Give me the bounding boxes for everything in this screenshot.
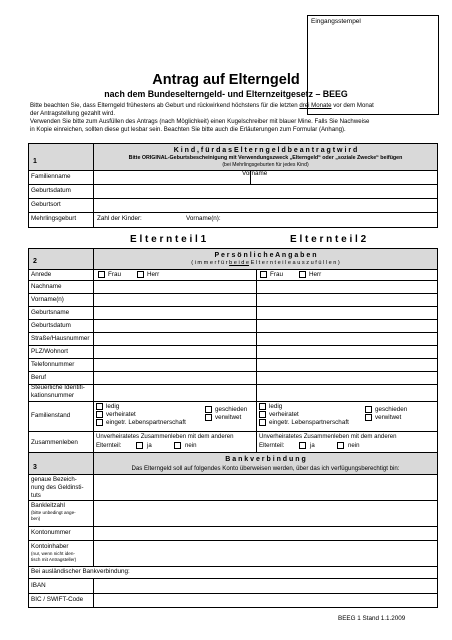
kontonummer-field[interactable]	[94, 527, 437, 540]
label-bank-2: nung des Geldinsti-	[31, 484, 84, 491]
label-geburtsort: Geburtsort	[31, 201, 61, 208]
label-bic: BIC / SWIFT-Code	[31, 596, 84, 603]
label-inhaber-3: tisch mit Antragsteller)	[31, 557, 77, 562]
section2-subheading: ( i m m e r f ü r b e i d e E l t e r n t e i l e a u s z u f ü l l e n )	[191, 260, 340, 266]
checkbox-lebenspartner-p2[interactable]	[259, 419, 266, 426]
section2-divider	[28, 371, 438, 372]
label-kontonummer: Kontonummer	[31, 529, 71, 536]
label-frau-p2: Frau	[270, 271, 283, 278]
section2-divider	[28, 358, 438, 359]
zusammenleben-elternteil-p1: Elternteil:	[96, 442, 122, 449]
section2-heading: P e r s ö n l i c h e A n g a b e n	[214, 252, 317, 259]
section2-divider	[28, 306, 438, 307]
checkbox-ledig-p1[interactable]	[96, 403, 103, 410]
section2-label-divider	[93, 269, 94, 452]
section2-parent-divider	[256, 269, 257, 452]
checkbox-herr-p2[interactable]	[299, 271, 306, 278]
checkbox-lebenspartner-p1[interactable]	[96, 419, 103, 426]
label-beruf: Beruf	[31, 374, 47, 381]
label-zahl-kinder: Zahl der Kinder:	[97, 215, 142, 222]
label-ausland: Bei ausländischer Bankverbindung:	[31, 568, 130, 575]
checkbox-verwitwet-p2[interactable]	[365, 414, 372, 421]
vorname-field[interactable]	[251, 178, 437, 184]
checkbox-verheiratet-p2[interactable]	[259, 411, 266, 418]
checkbox-nein-p2[interactable]	[337, 442, 344, 449]
label-geschieden-p2: geschieden	[375, 406, 408, 413]
label-nein-p2: nein	[348, 442, 360, 449]
label-bank-3: tuts	[31, 492, 41, 499]
label-blz-2: (bitte unbedingt ange-	[31, 510, 76, 515]
iban-field[interactable]	[94, 579, 437, 593]
kontoinhaber-field[interactable]	[94, 541, 437, 566]
label-steuer-id-2: kationsnummer	[31, 392, 75, 399]
section3-heading: B a n k v e r b i n d u n g	[225, 456, 306, 463]
label-geburtsdatum-p: Geburtsdatum	[31, 322, 71, 329]
page-title: Antrag auf Elterngeld	[152, 72, 300, 88]
label-strasse: Straße/Hausnummer	[31, 335, 90, 342]
label-ledig-p2: ledig	[269, 403, 283, 410]
label-verwitwet-p2: verwitwet	[375, 414, 402, 421]
zusammenleben-text-p1: Unverheiratetes Zusammenleben mit dem anderen	[96, 433, 234, 440]
label-lebenspartner-p1: eingetr. Lebenspartnerschaft	[106, 419, 186, 426]
checkbox-geschieden-p2[interactable]	[365, 406, 372, 413]
label-vorname: Vorname	[242, 170, 268, 177]
label-nachname: Nachname	[31, 283, 62, 290]
intro-line-3: Verwenden Sie bitte zum Ausfüllen des Antrags (nach Möglichkeit) einen Kugelschreiber mit blauer Mine. Falls Sie Nachweise	[30, 118, 370, 125]
intro-line-1: Bitte beachten Sie, dass Elterngeld frühestens ab Geburt und rückwirkend höchstens für die letzten drei Monate vor dem Monat	[30, 102, 374, 109]
section1-heading: K i n d , f ü r d a s E l t e r n g e l d b e a n t r a g t w i r d	[173, 147, 358, 154]
bic-field[interactable]	[94, 594, 437, 607]
label-ledig-p1: ledig	[106, 403, 120, 410]
section1-subheading: Bitte ORIGINAL-Geburtsbescheinigung mit Verwendungszweck „Elterngeld“ oder „soziale Zwecke“ beifügen	[128, 155, 403, 161]
section2-divider	[28, 345, 438, 346]
label-steuer-id-1: Steuerliche Identifi-	[31, 384, 85, 391]
label-herr-p2: Herr	[309, 271, 322, 278]
label-blz-1: Bankleitzahl	[31, 502, 65, 509]
label-inhaber-2: (nur, wenn nicht iden-	[31, 551, 75, 556]
label-plz-wohnort: PLZ/Wohnort	[31, 348, 68, 355]
section2-divider	[28, 319, 438, 320]
label-vornamen: Vorname(n):	[186, 215, 221, 222]
label-familienname: Familienname	[31, 173, 71, 180]
label-ja-p2: ja	[310, 442, 315, 449]
section2-divider	[28, 401, 438, 402]
label-vornamen-p: Vorname(n)	[31, 296, 64, 303]
section1-number: 1	[33, 158, 37, 165]
checkbox-ledig-p2[interactable]	[259, 403, 266, 410]
checkbox-ja-p1[interactable]	[136, 442, 143, 449]
checkbox-ja-p2[interactable]	[299, 442, 306, 449]
bank-name-field[interactable]	[94, 475, 437, 500]
page-subtitle: nach dem Bundeselterngeld- und Elternzeitgesetz – BEEG	[104, 89, 348, 99]
footer-version: BEEG 1 Stand 1.1.2009	[338, 615, 406, 622]
label-zusammenleben: Zusammenleben	[31, 439, 78, 446]
familienname-field[interactable]	[94, 171, 249, 184]
checkbox-herr-p1[interactable]	[137, 271, 144, 278]
section3-divider	[28, 566, 438, 567]
label-iban: IBAN	[31, 582, 46, 589]
label-mehrlingsgeburt: Mehrlingsgeburt	[31, 215, 77, 222]
checkbox-verwitwet-p1[interactable]	[205, 414, 212, 421]
section1-subheading-2: (bei Mehrlingsgeburten für jedes Kind)	[222, 162, 309, 168]
zusammenleben-text-p2: Unverheiratetes Zusammenleben mit dem anderen	[259, 433, 397, 440]
section2-divider	[28, 293, 438, 294]
label-ja-p1: ja	[147, 442, 152, 449]
label-verwitwet-p1: verwitwet	[215, 414, 242, 421]
label-familienstand: Familienstand	[31, 412, 71, 419]
section2-box	[28, 248, 438, 453]
label-inhaber-1: Kontoinhaber	[31, 543, 69, 550]
checkbox-frau-p1[interactable]	[98, 271, 105, 278]
checkbox-verheiratet-p1[interactable]	[96, 411, 103, 418]
section3-number: 3	[33, 464, 37, 471]
label-lebenspartner-p2: eingetr. Lebenspartnerschaft	[269, 419, 349, 426]
intro-line-2: der Antragstellung gezahlt wird.	[30, 110, 116, 117]
section2-divider	[28, 280, 438, 281]
blz-field[interactable]	[94, 501, 437, 526]
label-verheiratet-p2: verheiratet	[269, 411, 299, 418]
section2-number: 2	[33, 258, 37, 265]
section1-divider	[28, 212, 438, 213]
label-herr-p1: Herr	[147, 271, 160, 278]
section2-divider	[28, 431, 438, 432]
label-geburtsname: Geburtsname	[31, 309, 70, 316]
label-geburtsdatum: Geburtsdatum	[31, 187, 71, 194]
label-geschieden-p1: geschieden	[215, 406, 248, 413]
checkbox-nein-p1[interactable]	[174, 442, 181, 449]
stamp-box	[307, 15, 439, 115]
label-frau-p1: Frau	[108, 271, 121, 278]
zusammenleben-elternteil-p2: Elternteil:	[259, 442, 285, 449]
label-verheiratet-p1: verheiratet	[106, 411, 136, 418]
label-nein-p1: nein	[185, 442, 197, 449]
section2-divider	[28, 269, 438, 270]
section2-divider	[28, 384, 438, 385]
label-anrede: Anrede	[31, 271, 52, 278]
label-blz-3: ben)	[31, 516, 41, 521]
stamp-label: Eingangsstempel	[311, 18, 361, 25]
checkbox-geschieden-p1[interactable]	[205, 406, 212, 413]
parent2-heading: E l t e r n t e i l 2	[290, 234, 367, 245]
geburtsdatum-field[interactable]	[94, 185, 437, 198]
section3-subheading: Das Elterngeld soll auf folgendes Konto überweisen werden, über das ich verfügungsberechtigt bin:	[131, 465, 400, 472]
intro-line-4: in Kopie einreichen, sollten diese gut lesbar sein. Beachten Sie bitte auch die Erläuterungen zum Formular (Anhang).	[30, 126, 346, 133]
label-telefon: Telefonnummer	[31, 361, 75, 368]
geburtsort-field[interactable]	[94, 199, 437, 212]
label-bank-1: genaue Bezeich-	[31, 476, 77, 483]
section2-divider	[28, 332, 438, 333]
parent1-heading: E l t e r n t e i l 1	[130, 234, 207, 245]
checkbox-frau-p2[interactable]	[260, 271, 267, 278]
